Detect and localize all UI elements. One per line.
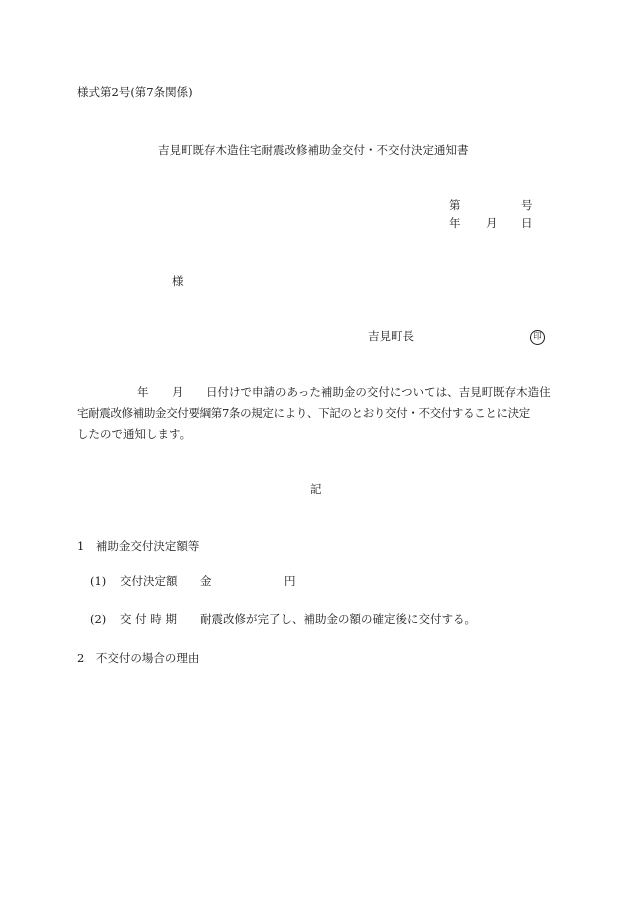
- date-year: 年: [449, 216, 461, 230]
- body-line-1: 日付けで申請のあった補助金の交付については、吉見町既存木造住: [206, 385, 551, 399]
- sub-item-2-number: (2): [90, 612, 107, 626]
- ref-no-suffix: 号: [521, 198, 533, 212]
- item-2-label: 2 不交付の場合の理由: [77, 651, 200, 665]
- seal-mark: [530, 330, 545, 345]
- body-year: 年: [137, 385, 149, 399]
- ref-no-prefix: 第: [449, 198, 461, 212]
- sub-item-1-kin: 金: [200, 574, 212, 588]
- seal-icon: 印: [530, 330, 545, 345]
- body-line-2: 宅耐震改修補助金交付要綱第7条の規定により、下記のとおり交付・不交付することに決定: [77, 406, 530, 420]
- document-title: 吉見町既存木造住宅耐震改修補助金交付・不交付決定通知書: [158, 143, 469, 157]
- sub-item-1-yen: 円: [284, 574, 296, 588]
- item-1-label: 1 補助金交付決定額等: [77, 539, 200, 553]
- issuer-name: 吉見町長: [368, 329, 414, 343]
- sub-item-1-label: 交付決定額: [120, 574, 178, 588]
- sub-item-2-label: 交 付 時 期: [120, 612, 177, 626]
- ki-heading: 記: [310, 482, 322, 496]
- date-month: 月: [486, 216, 498, 230]
- body-line-3: したので通知します。: [77, 427, 192, 441]
- date-day: 日: [521, 216, 533, 230]
- form-number: 様式第2号(第7条関係): [77, 85, 193, 99]
- addressee-honorific: 様: [172, 274, 184, 288]
- body-month: 月: [172, 385, 184, 399]
- sub-item-2-value: 耐震改修が完了し、補助金の額の確定後に交付する。: [200, 612, 476, 626]
- sub-item-1-number: (1): [90, 574, 107, 588]
